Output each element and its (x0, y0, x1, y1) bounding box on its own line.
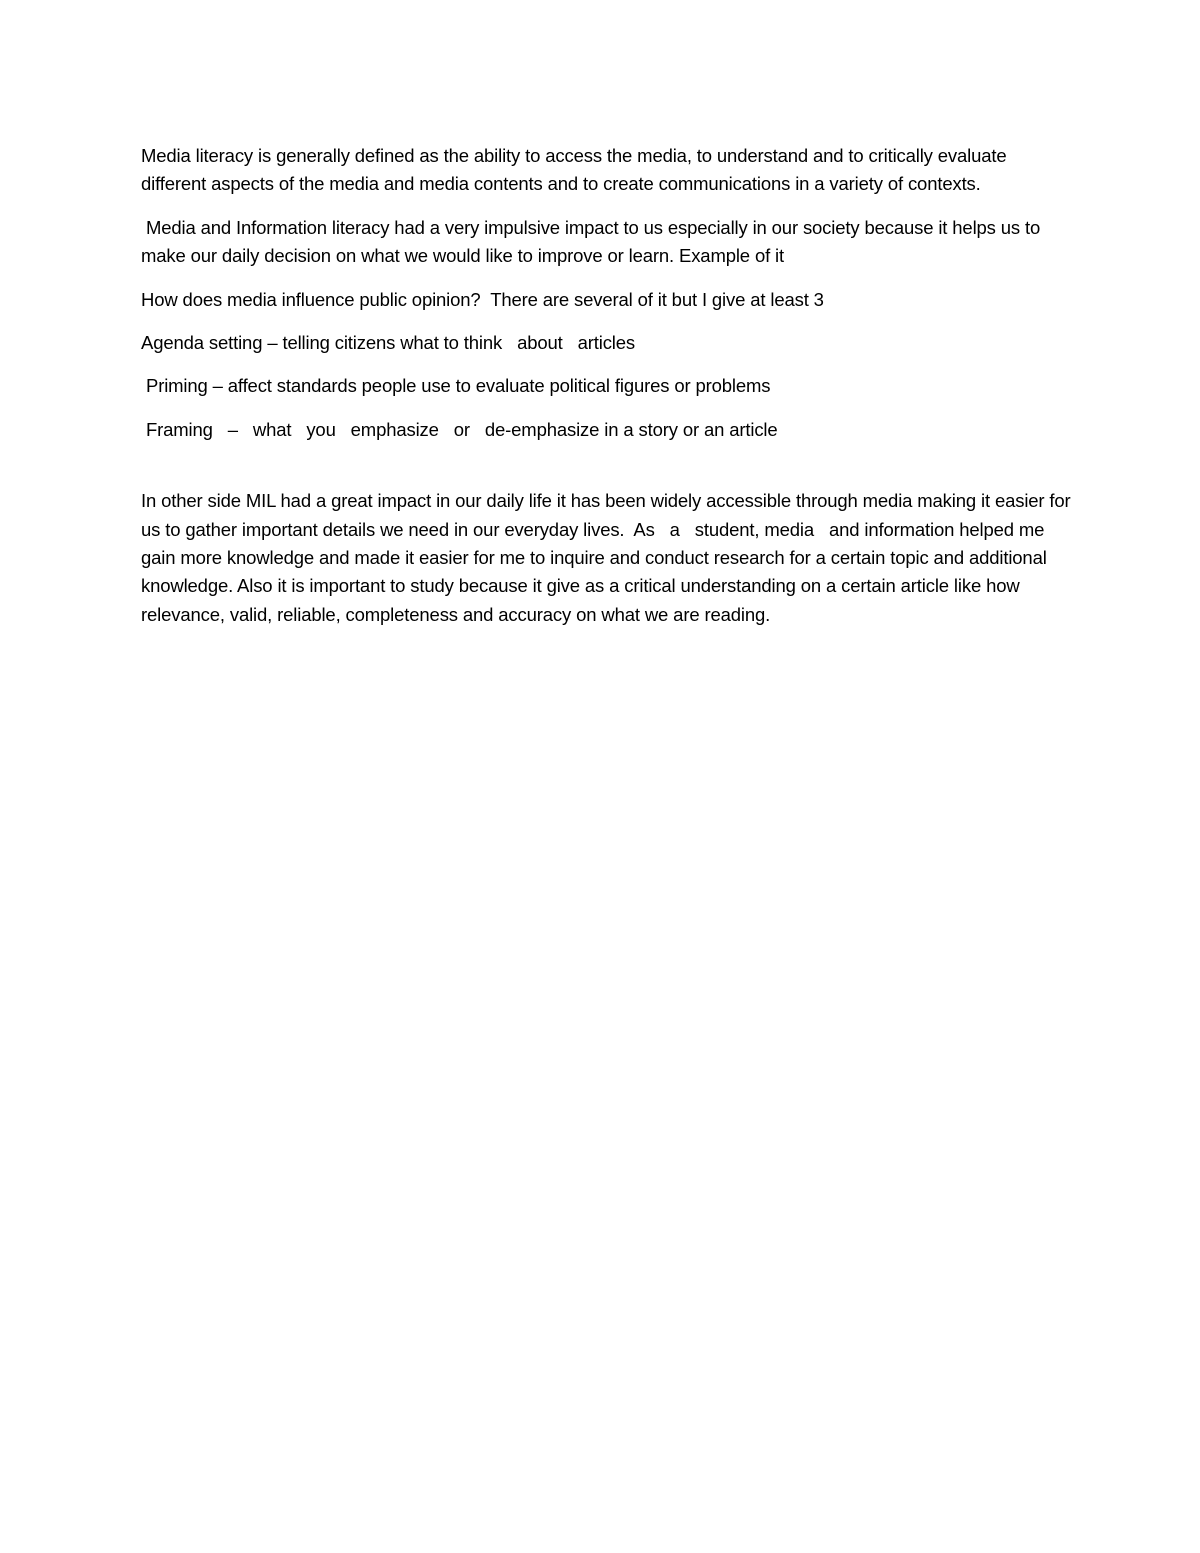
document-body (141, 142, 1076, 644)
paragraph-mil-impact: Media and Information literacy had a very impulsive impact to us especially in our society because it helps us to make our daily decision on what we would like to improve or learn. Example of it (141, 216, 1046, 267)
paragraph-mil-daily-life: In other side MIL had a great impact in our daily life it has been widely accessible through media making it easier for us to gather important details we need in our everyday lives. As a student, media and information helped me gain more knowledge and made it easier for me to inquire and conduct research for a certain topic and additional knowledge. Also it is important to study because it give as a critical understanding on a certain article like how relevance, valid, reliable, completeness and accuracy on what we are reading. (141, 490, 1076, 625)
list-item-agenda-setting: Agenda setting – telling citizens what to think about articles (141, 332, 635, 354)
paragraph-media-literacy-definition: Media literacy is generally defined as the ability to access the media, to understand and to critically evaluate different aspects of the media and media contents and to create communications in a variety of contexts. (141, 145, 1012, 195)
list-item-framing: Framing – what you emphasize or de-emphasize in a story or an article (141, 418, 778, 440)
paragraph-public-opinion-question: How does media influence public opinion? There are several of it but I give at least 3 (141, 288, 824, 310)
list-item-priming: Priming – affect standards people use to evaluate political figures or problems (141, 375, 771, 397)
